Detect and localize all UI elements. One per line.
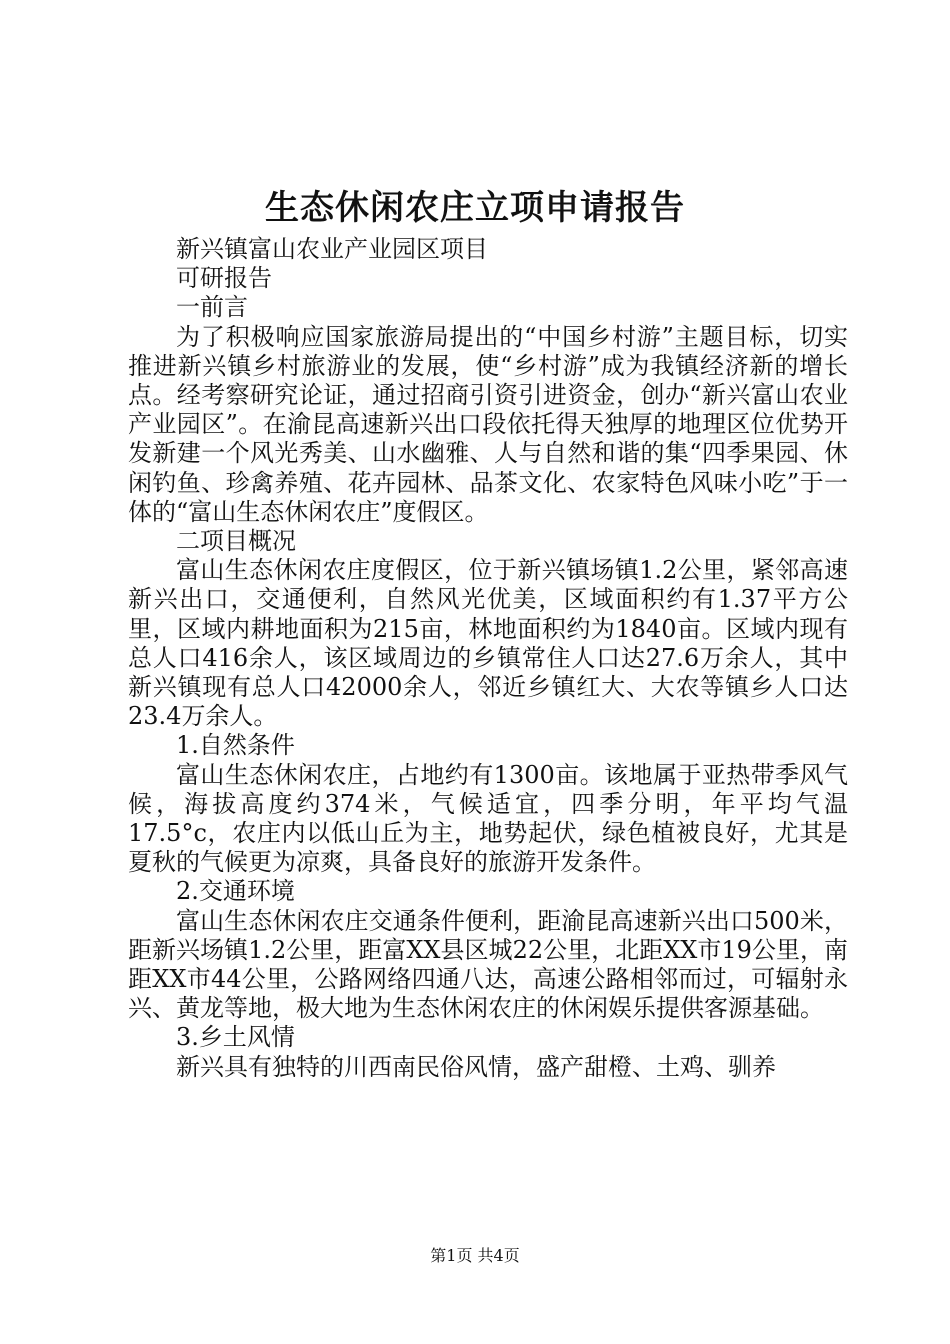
document-body (128, 235, 848, 1082)
subsection-heading-natural: 1.自然条件 (176, 731, 295, 760)
section-heading-preface: 一前言 (176, 293, 248, 322)
overview-paragraph: 富山生态休闲农庄度假区，位于新兴镇场镇1.2公里，紧邻高速新兴出口，交通便利，自然风光优美，区域面积约有1.37平方公里，区域内耕地面积为215亩，林地面积约为1840亩。区域内现有总人口416余人，该区域周边的乡镇常住人口达27.6万余人，其中新兴镇现有总人口42000余人，邻近乡镇红大、大农等镇乡人口达23.4万余人。 (128, 556, 848, 731)
transport-paragraph: 富山生态休闲农庄交通条件便利，距渝昆高速新兴出口500米，距新兴场镇1.2公里，距富XX县区城22公里，北距XX市19公里，南距XX市44公里，公路网络四通八达，高速公路相邻而过，可辐射永兴、黄龙等地，极大地为生态休闲农庄的休闲娱乐提供客源基础。 (128, 906, 848, 1023)
natural-conditions-paragraph: 富山生态休闲农庄，占地约有1300亩。该地属于亚热带季风气候，海拔高度约374米，气候适宜，四季分明，年平均气温17.5°c，农庄内以低山丘为主，地势起伏，绿色植被良好，尤其是夏秋的气候更为凉爽，具备良好的旅游开发条件。 (128, 760, 848, 877)
preface-paragraph: 为了积极响应国家旅游局提出的“中国乡村游”主题目标，切实推进新兴镇乡村旅游业的发展，使“乡村游”成为我镇经济新的增长点。经考察研究论证，通过招商引资引进资金，创办“新兴富山农业产业园区”。在渝昆高速新兴出口段依托得天独厚的地理区位优势开发新建一个风光秀美、山水幽雅、人与自然和谐的集“四季果园、休闲钓鱼、珍禽养殖、花卉园林、品茶文化、农家特色风味小吃”于一体的“富山生态休闲农庄”度假区。 (128, 322, 848, 526)
subsection-heading-transport: 2.交通环境 (176, 877, 295, 906)
report-type-line: 可研报告 (176, 264, 272, 293)
customs-paragraph: 新兴具有独特的川西南民俗风情，盛产甜橙、土鸡、驯养 (176, 1052, 776, 1081)
section-heading-overview: 二项目概况 (176, 527, 296, 556)
page-footer: 第1页 共4页 (430, 1246, 520, 1265)
subsection-heading-customs: 3.乡土风情 (176, 1023, 295, 1052)
project-name-line: 新兴镇富山农业产业园区项目 (176, 235, 488, 263)
document-title: 生态休闲农庄立项申请报告 (265, 188, 685, 228)
